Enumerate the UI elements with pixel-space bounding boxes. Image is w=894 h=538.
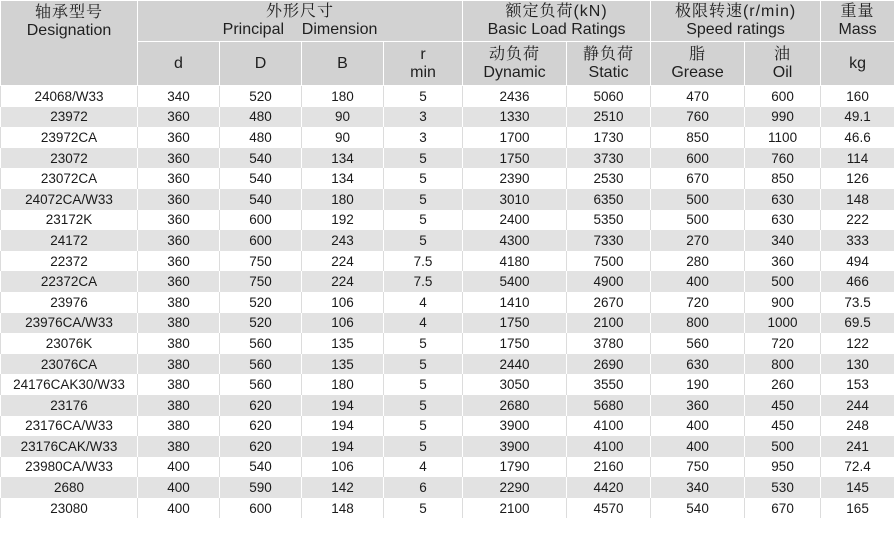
- cell-d: 360: [138, 189, 220, 210]
- cell-d: 400: [138, 498, 220, 519]
- cell-D: 520: [220, 292, 302, 313]
- cell-dynamic: 5400: [463, 271, 567, 292]
- table-row: [1, 168, 894, 189]
- cell-r-min: 5: [384, 436, 463, 457]
- cell-mass: 69.5: [821, 313, 894, 334]
- cell-static: 7500: [567, 251, 651, 272]
- col-grease-header: [651, 42, 745, 86]
- cell-mass: 248: [821, 416, 894, 437]
- table-row: [1, 292, 894, 313]
- cell-grease: 500: [651, 189, 745, 210]
- table-row: [1, 313, 894, 334]
- table-row: [1, 374, 894, 395]
- cell-dynamic: 1330: [463, 107, 567, 128]
- cell-D: 620: [220, 436, 302, 457]
- cell-d: 380: [138, 313, 220, 334]
- cell-oil: 720: [745, 333, 821, 354]
- table-row: [1, 354, 894, 375]
- cell-D: 600: [220, 210, 302, 231]
- cell-r-min: 5: [384, 189, 463, 210]
- cell-r-min: 4: [384, 457, 463, 478]
- cell-static: 7330: [567, 230, 651, 251]
- cell-B: 148: [302, 498, 384, 519]
- cell-oil: 760: [745, 148, 821, 169]
- cell-dynamic: 1750: [463, 333, 567, 354]
- cell-grease: 400: [651, 436, 745, 457]
- cell-r-min: 4: [384, 292, 463, 313]
- cell-d: 380: [138, 374, 220, 395]
- cell-grease: 280: [651, 251, 745, 272]
- cell-B: 134: [302, 168, 384, 189]
- cell-B: 194: [302, 416, 384, 437]
- cell-static: 2670: [567, 292, 651, 313]
- cell-d: 360: [138, 210, 220, 231]
- cell-designation: 2680: [1, 477, 138, 498]
- cell-dynamic: 2100: [463, 498, 567, 519]
- cell-B: 224: [302, 271, 384, 292]
- cell-mass: 160: [821, 86, 894, 107]
- cell-dynamic: 3050: [463, 374, 567, 395]
- dimension-header: [138, 1, 463, 42]
- cell-designation: 23972: [1, 107, 138, 128]
- col-dynamic-header-cn: 动负荷: [489, 45, 541, 63]
- cell-D: 520: [220, 313, 302, 334]
- cell-grease: 750: [651, 457, 745, 478]
- cell-oil: 500: [745, 436, 821, 457]
- cell-B: 142: [302, 477, 384, 498]
- designation-header: [1, 1, 138, 86]
- cell-mass: 222: [821, 210, 894, 231]
- cell-static: 4420: [567, 477, 651, 498]
- cell-B: 243: [302, 230, 384, 251]
- cell-grease: 850: [651, 127, 745, 148]
- cell-dynamic: 2400: [463, 210, 567, 231]
- cell-B: 192: [302, 210, 384, 231]
- cell-designation: 23176CAK/W33: [1, 436, 138, 457]
- cell-static: 2100: [567, 313, 651, 334]
- mass-header: [821, 1, 894, 42]
- cell-oil: 450: [745, 416, 821, 437]
- cell-B: 106: [302, 292, 384, 313]
- dimension-header-en: Principal Dimension: [222, 21, 378, 38]
- cell-D: 480: [220, 107, 302, 128]
- cell-dynamic: 4180: [463, 251, 567, 272]
- cell-designation: 24172: [1, 230, 138, 251]
- cell-d: 360: [138, 251, 220, 272]
- cell-grease: 340: [651, 477, 745, 498]
- cell-grease: 760: [651, 107, 745, 128]
- cell-d: 380: [138, 292, 220, 313]
- cell-mass: 165: [821, 498, 894, 519]
- cell-dynamic: 1790: [463, 457, 567, 478]
- cell-d: 360: [138, 168, 220, 189]
- cell-static: 3730: [567, 148, 651, 169]
- cell-oil: 530: [745, 477, 821, 498]
- cell-mass: 153: [821, 374, 894, 395]
- cell-designation: 23980CA/W33: [1, 457, 138, 478]
- cell-D: 620: [220, 416, 302, 437]
- col-oil-header-cn: 油: [774, 45, 792, 63]
- cell-static: 2530: [567, 168, 651, 189]
- col-d-header: d: [138, 42, 220, 86]
- cell-d: 360: [138, 107, 220, 128]
- cell-r-min: 5: [384, 168, 463, 189]
- cell-D: 590: [220, 477, 302, 498]
- table-body: [1, 86, 894, 519]
- cell-mass: 145: [821, 477, 894, 498]
- cell-static: 2690: [567, 354, 651, 375]
- col-static-header-en: Static: [588, 63, 629, 81]
- table-row: [1, 189, 894, 210]
- cell-static: 4100: [567, 436, 651, 457]
- cell-static: 5680: [567, 395, 651, 416]
- cell-designation: 22372: [1, 251, 138, 272]
- cell-r-min: 7.5: [384, 271, 463, 292]
- cell-D: 560: [220, 333, 302, 354]
- cell-dynamic: 1750: [463, 148, 567, 169]
- table-row: [1, 251, 894, 272]
- cell-static: 3550: [567, 374, 651, 395]
- table-row: [1, 271, 894, 292]
- cell-dynamic: 3900: [463, 416, 567, 437]
- col-oil-header: [745, 42, 821, 86]
- cell-oil: 450: [745, 395, 821, 416]
- table-row: [1, 498, 894, 519]
- cell-mass: 46.6: [821, 127, 894, 148]
- cell-static: 2510: [567, 107, 651, 128]
- col-static-header-cn: 静负荷: [583, 45, 635, 63]
- cell-d: 380: [138, 395, 220, 416]
- cell-mass: 148: [821, 189, 894, 210]
- cell-B: 90: [302, 107, 384, 128]
- table-row: [1, 477, 894, 498]
- cell-dynamic: 2436: [463, 86, 567, 107]
- cell-mass: 494: [821, 251, 894, 272]
- cell-d: 340: [138, 86, 220, 107]
- load-ratings-header: [463, 1, 651, 42]
- cell-r-min: 5: [384, 148, 463, 169]
- cell-mass: 122: [821, 333, 894, 354]
- cell-designation: 23072CA: [1, 168, 138, 189]
- cell-designation: 22372CA: [1, 271, 138, 292]
- cell-r-min: 5: [384, 333, 463, 354]
- cell-designation: 24068/W33: [1, 86, 138, 107]
- designation-header-en: Designation: [26, 21, 112, 39]
- cell-B: 180: [302, 189, 384, 210]
- cell-mass: 73.5: [821, 292, 894, 313]
- cell-r-min: 5: [384, 86, 463, 107]
- cell-D: 480: [220, 127, 302, 148]
- mass-header-cn: 重量: [840, 3, 875, 21]
- cell-d: 360: [138, 148, 220, 169]
- col-kg-header: kg: [821, 42, 894, 86]
- cell-oil: 900: [745, 292, 821, 313]
- cell-d: 380: [138, 416, 220, 437]
- cell-dynamic: 2390: [463, 168, 567, 189]
- cell-oil: 800: [745, 354, 821, 375]
- col-static-header: [567, 42, 651, 86]
- table-row: [1, 230, 894, 251]
- cell-mass: 241: [821, 436, 894, 457]
- cell-designation: 23076CA: [1, 354, 138, 375]
- cell-r-min: 5: [384, 210, 463, 231]
- cell-static: 1730: [567, 127, 651, 148]
- table-row: [1, 86, 894, 107]
- table-row: [1, 148, 894, 169]
- cell-r-min: 5: [384, 230, 463, 251]
- cell-D: 600: [220, 230, 302, 251]
- cell-grease: 670: [651, 168, 745, 189]
- col-grease-header-en: Grease: [671, 63, 724, 81]
- cell-oil: 500: [745, 271, 821, 292]
- table-row: [1, 333, 894, 354]
- cell-grease: 630: [651, 354, 745, 375]
- cell-oil: 630: [745, 210, 821, 231]
- cell-designation: 23972CA: [1, 127, 138, 148]
- dimension-header-cn: 外形尺寸: [266, 3, 335, 21]
- cell-grease: 400: [651, 271, 745, 292]
- cell-oil: 670: [745, 498, 821, 519]
- cell-D: 540: [220, 148, 302, 169]
- cell-D: 540: [220, 457, 302, 478]
- cell-dynamic: 3010: [463, 189, 567, 210]
- cell-B: 180: [302, 86, 384, 107]
- load-ratings-header-cn: 额定负荷(kN): [505, 3, 608, 21]
- table-row: [1, 436, 894, 457]
- cell-d: 360: [138, 271, 220, 292]
- cell-B: 194: [302, 395, 384, 416]
- cell-grease: 540: [651, 498, 745, 519]
- cell-d: 360: [138, 230, 220, 251]
- mass-header-en: Mass: [838, 21, 877, 38]
- cell-B: 106: [302, 457, 384, 478]
- cell-mass: 49.1: [821, 107, 894, 128]
- cell-d: 380: [138, 436, 220, 457]
- cell-oil: 630: [745, 189, 821, 210]
- cell-B: 135: [302, 354, 384, 375]
- cell-d: 360: [138, 127, 220, 148]
- cell-D: 600: [220, 498, 302, 519]
- cell-D: 750: [220, 271, 302, 292]
- cell-d: 380: [138, 354, 220, 375]
- cell-r-min: 5: [384, 395, 463, 416]
- cell-designation: 23172K: [1, 210, 138, 231]
- cell-grease: 720: [651, 292, 745, 313]
- cell-d: 400: [138, 477, 220, 498]
- cell-static: 4100: [567, 416, 651, 437]
- cell-dynamic: 2290: [463, 477, 567, 498]
- cell-dynamic: 1750: [463, 313, 567, 334]
- cell-r-min: 4: [384, 313, 463, 334]
- table-row: [1, 457, 894, 478]
- cell-B: 106: [302, 313, 384, 334]
- cell-designation: 23976CA/W33: [1, 313, 138, 334]
- col-r-header: [384, 42, 463, 86]
- cell-B: 224: [302, 251, 384, 272]
- cell-r-min: 3: [384, 127, 463, 148]
- speed-ratings-header: [651, 1, 821, 42]
- cell-oil: 340: [745, 230, 821, 251]
- speed-ratings-header-en: Speed ratings: [686, 21, 785, 38]
- cell-designation: 23080: [1, 498, 138, 519]
- cell-D: 620: [220, 395, 302, 416]
- cell-oil: 950: [745, 457, 821, 478]
- cell-grease: 190: [651, 374, 745, 395]
- col-dynamic-header: [463, 42, 567, 86]
- cell-B: 134: [302, 148, 384, 169]
- cell-mass: 130: [821, 354, 894, 375]
- table-row: [1, 127, 894, 148]
- cell-dynamic: 1410: [463, 292, 567, 313]
- cell-mass: 114: [821, 148, 894, 169]
- cell-static: 2160: [567, 457, 651, 478]
- cell-grease: 500: [651, 210, 745, 231]
- cell-d: 400: [138, 457, 220, 478]
- table-header: [1, 1, 894, 86]
- cell-designation: 23176CA/W33: [1, 416, 138, 437]
- cell-D: 750: [220, 251, 302, 272]
- cell-designation: 24072CA/W33: [1, 189, 138, 210]
- cell-grease: 400: [651, 416, 745, 437]
- cell-static: 5060: [567, 86, 651, 107]
- col-oil-header-en: Oil: [772, 63, 793, 81]
- cell-grease: 470: [651, 86, 745, 107]
- designation-header-cn: 轴承型号: [34, 4, 103, 21]
- cell-D: 560: [220, 354, 302, 375]
- cell-r-min: 7.5: [384, 251, 463, 272]
- table-row: [1, 210, 894, 231]
- cell-B: 180: [302, 374, 384, 395]
- cell-designation: 23076K: [1, 333, 138, 354]
- table-row: [1, 416, 894, 437]
- cell-dynamic: 2680: [463, 395, 567, 416]
- cell-mass: 244: [821, 395, 894, 416]
- cell-dynamic: 4300: [463, 230, 567, 251]
- cell-oil: 1000: [745, 313, 821, 334]
- cell-grease: 270: [651, 230, 745, 251]
- load-ratings-header-en: Basic Load Ratings: [487, 21, 626, 38]
- cell-D: 520: [220, 86, 302, 107]
- col-r-header-top: r: [420, 45, 426, 63]
- cell-r-min: 3: [384, 107, 463, 128]
- cell-D: 560: [220, 374, 302, 395]
- cell-r-min: 5: [384, 498, 463, 519]
- cell-dynamic: 3900: [463, 436, 567, 457]
- cell-dynamic: 2440: [463, 354, 567, 375]
- cell-dynamic: 1700: [463, 127, 567, 148]
- cell-mass: 466: [821, 271, 894, 292]
- cell-static: 4900: [567, 271, 651, 292]
- cell-oil: 360: [745, 251, 821, 272]
- cell-d: 380: [138, 333, 220, 354]
- cell-oil: 850: [745, 168, 821, 189]
- cell-r-min: 5: [384, 354, 463, 375]
- cell-grease: 600: [651, 148, 745, 169]
- table-row: [1, 107, 894, 128]
- cell-grease: 560: [651, 333, 745, 354]
- table-row: [1, 395, 894, 416]
- cell-r-min: 5: [384, 374, 463, 395]
- cell-oil: 600: [745, 86, 821, 107]
- cell-oil: 260: [745, 374, 821, 395]
- cell-static: 3780: [567, 333, 651, 354]
- cell-designation: 23976: [1, 292, 138, 313]
- col-grease-header-cn: 脂: [689, 45, 707, 63]
- cell-D: 540: [220, 168, 302, 189]
- cell-grease: 360: [651, 395, 745, 416]
- col-r-header-bottom: min: [410, 63, 436, 81]
- cell-mass: 333: [821, 230, 894, 251]
- col-dynamic-header-en: Dynamic: [483, 63, 546, 81]
- cell-grease: 800: [651, 313, 745, 334]
- speed-ratings-header-cn: 极限转速(r/min): [674, 3, 797, 21]
- cell-static: 4570: [567, 498, 651, 519]
- cell-B: 135: [302, 333, 384, 354]
- col-B-header: B: [302, 42, 384, 86]
- cell-designation: 23072: [1, 148, 138, 169]
- cell-static: 5350: [567, 210, 651, 231]
- cell-D: 540: [220, 189, 302, 210]
- cell-oil: 1100: [745, 127, 821, 148]
- cell-designation: 23176: [1, 395, 138, 416]
- cell-mass: 126: [821, 168, 894, 189]
- cell-designation: 24176CAK30/W33: [1, 374, 138, 395]
- cell-r-min: 5: [384, 416, 463, 437]
- cell-static: 6350: [567, 189, 651, 210]
- cell-oil: 990: [745, 107, 821, 128]
- col-D-header: D: [220, 42, 302, 86]
- cell-B: 90: [302, 127, 384, 148]
- cell-B: 194: [302, 436, 384, 457]
- cell-mass: 72.4: [821, 457, 894, 478]
- cell-r-min: 6: [384, 477, 463, 498]
